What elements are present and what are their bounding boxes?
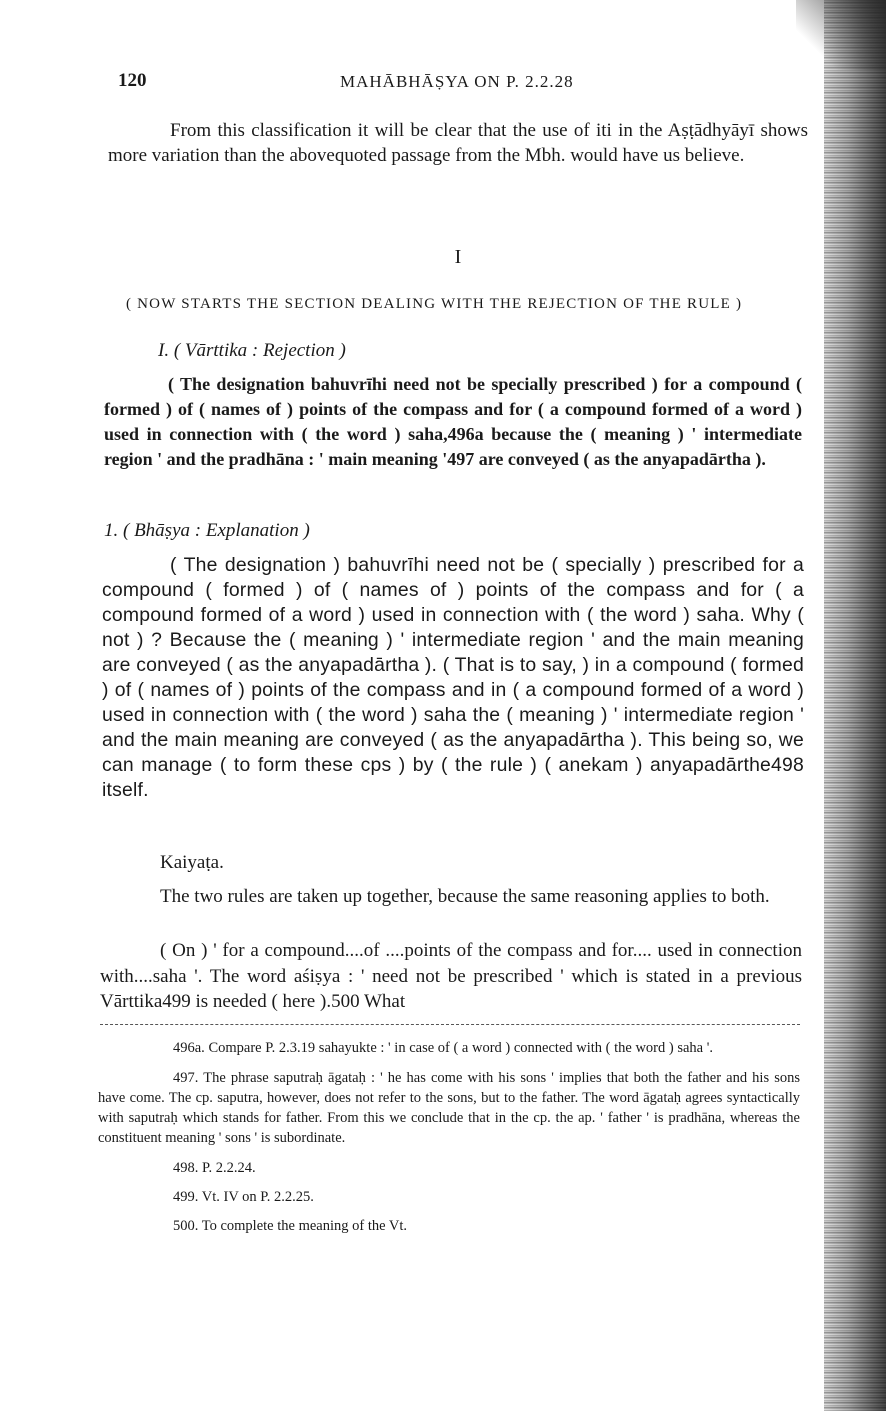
footnote-text: The phrase saputraḥ āgataḥ : ' he has come with his sons ' implies that both the father and his sons have come. The cp. saputra, however, does not refer to the sons, but to the father. The word āgataḥ agrees syntactically with saputraḥ which stands for father. From this we conclude that in the cp. the ap. ' father ' is pradhāna, whereas the constituent meaning ' sons ' is subordinate. — [98, 1070, 800, 1146]
intro-paragraph: From this classification it will be clear that the use of iti in the Aṣṭādhyāyī shows more variation than the abovequoted passage from the Mbh. would have us believe. — [108, 120, 808, 166]
kaiyata-paragraph-1: The two rules are taken up together, because the same reasoning applies to both. — [160, 886, 770, 907]
footnote-divider — [100, 1024, 800, 1026]
kaiyata-label: Kaiyaṭa. — [160, 852, 224, 873]
footnote-497 — [98, 1068, 800, 1148]
bhasya-text: ( The designation ) bahuvrīhi need not be ( specially ) prescribed for a compound ( formed ) of ( names of ) points of the compass and for ( a compound formed of a word ) used in connection with ( the word ) saha. Why ( not ) ? Because the ( meaning ) ' intermediate region ' and the main meaning are conveyed ( as the anyapadārtha ). ( That is to say, ) in a compound ( formed ) of ( names of ) points of the compass and in ( a compound formed of a word ) used in connection with ( the word ) saha the ( meaning ) ' intermediate region ' and the main meaning are conveyed ( as the anyapadārtha ). This being so, we can manage ( to form these cps ) by ( the rule ) ( anekam ) anyapadārthe498 itself. — [102, 554, 804, 801]
footnotes — [98, 1038, 800, 1236]
footnote-500 — [98, 1216, 800, 1236]
footnote-id: 500. — [173, 1218, 199, 1234]
bhasya-label: 1. ( Bhāṣya : Explanation ) — [104, 520, 310, 541]
footnote-499 — [98, 1187, 800, 1207]
footnote-id: 496a. — [173, 1040, 205, 1056]
footnote-498 — [98, 1158, 800, 1178]
footnote-id: 499. — [173, 1189, 199, 1205]
varttika-label: I. ( Vārttika : Rejection ) — [158, 340, 346, 361]
scan-shadow-edge — [824, 0, 886, 1411]
footnote-text: Compare P. 2.3.19 sahayukte : ' in case of ( a word ) connected with ( the word ) saha '. — [208, 1040, 713, 1056]
footnote-id: 497. — [173, 1070, 199, 1086]
scan-shadow-corner — [796, 0, 886, 70]
footnote-text: Vt. IV on P. 2.2.25. — [201, 1189, 314, 1205]
footnote-text: P. 2.2.24. — [202, 1160, 256, 1176]
section-heading: ( NOW STARTS THE SECTION DEALING WITH THE REJECTION OF THE RULE ) — [126, 296, 743, 312]
footnote-id: 498. — [173, 1160, 199, 1176]
running-title: MAHĀBHĀṢYA ON P. 2.2.28 — [340, 72, 574, 91]
kaiyata-paragraph-2: ( On ) ' for a compound....of ....points of the compass and for.... used in connection with....saha '. The word aśiṣya : ' need not be prescribed ' which is stated in a previous Vārttika499 is needed ( here ).500 What — [100, 940, 802, 1012]
footnote-text: To complete the meaning of the Vt. — [201, 1218, 408, 1234]
footnote-496a — [98, 1038, 800, 1058]
page-number: 120 — [118, 70, 147, 91]
section-number: I — [454, 246, 462, 268]
varttika-text: ( The designation bahuvrīhi need not be specially prescribed ) for a compound ( formed ) of ( names of ) points of the compass and for ( a compound formed of a word ) used in connection with ( the word ) saha,496a because the ( meaning ) ' intermediate region ' and the pradhāna : ' main meaning '497 are conveyed ( as the anyapadārtha ). — [104, 374, 802, 469]
